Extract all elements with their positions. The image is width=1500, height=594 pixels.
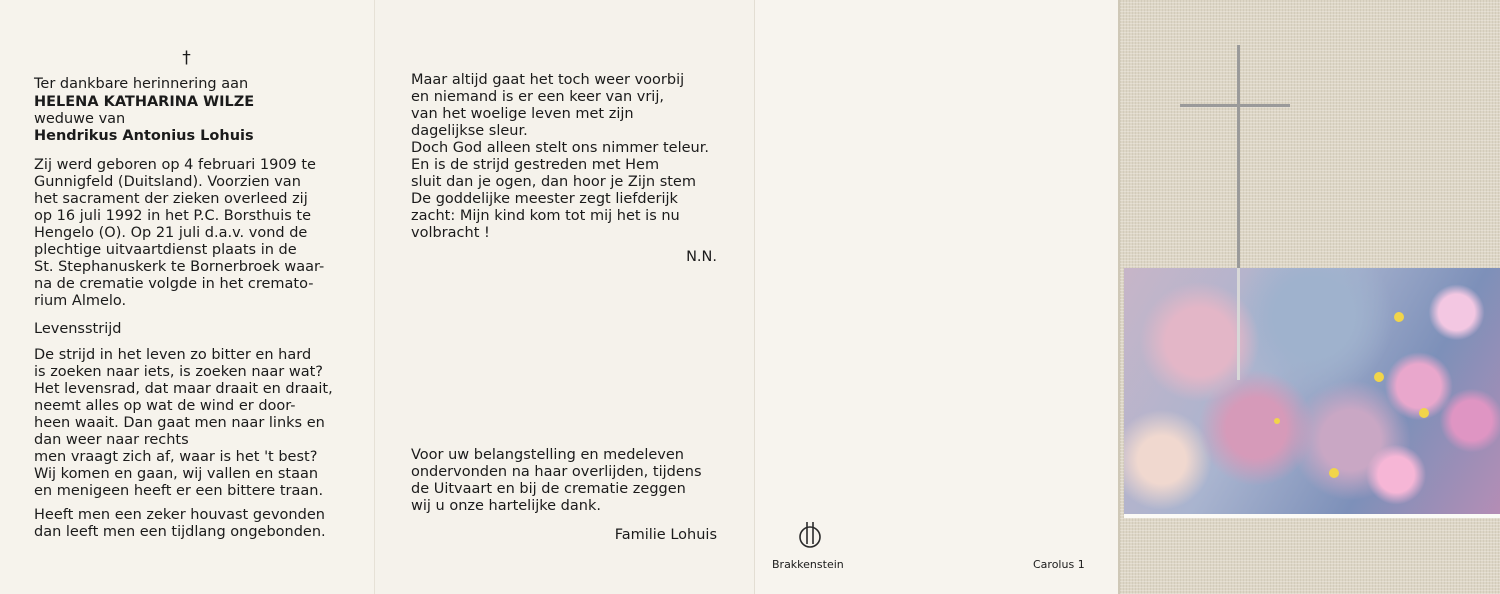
cross-symbol: †	[182, 48, 191, 68]
verse-line: van het woelige leven met zijn	[411, 106, 634, 122]
thanks-line: ondervonden na haar overlijden, tijdens	[411, 464, 702, 480]
bio-line: rium Almelo.	[34, 293, 127, 309]
cross-over-photo	[1237, 268, 1240, 380]
publisher-name: Brakkenstein	[772, 558, 844, 571]
poem	[34, 347, 339, 500]
bio-line: St. Stephanuskerk te Bornerbroek waar-	[34, 259, 325, 275]
verse-line: De goddelijke meester zegt liefderijk	[411, 191, 678, 207]
flower-photo	[1124, 268, 1500, 514]
back-panel	[754, 0, 1119, 594]
closing-line: dan leeft men een tijdlang ongebonden.	[34, 524, 326, 540]
header-block	[34, 48, 339, 145]
poem-line: Het levensrad, dat maar draait en draait,	[34, 381, 333, 397]
bio-line: Zij werd geboren op 4 februari 1909 te	[34, 157, 316, 173]
poem-title: Levensstrijd	[34, 321, 122, 337]
verse-line: sluit dan je ogen, dan hoor je Zijn stem	[411, 174, 696, 190]
widow-of-text: weduwe van	[34, 111, 126, 127]
bio-line: Gunnigfeld (Duitsland). Voorzien van	[34, 174, 301, 190]
poem-line: Wij komen en gaan, wij vallen en staan	[34, 466, 319, 482]
biography	[34, 157, 339, 310]
cover-panel	[1118, 0, 1500, 594]
thanks-line: wij u onze hartelijke dank.	[411, 498, 601, 514]
bio-line: na de crematie volgde in het cremato-	[34, 276, 314, 292]
spouse-name: Hendrikus Antonius Lohuis	[34, 128, 254, 144]
closing-line: Heeft men een zeker houvast gevonden	[34, 507, 325, 523]
poem-line: neemt alles op wat de wind er door-	[34, 398, 296, 414]
series-label: Carolus 1	[1033, 558, 1085, 571]
poem-line: en menigeen heeft er een bittere traan.	[34, 483, 324, 499]
verse-line: Maar altijd gaat het toch weer voorbij	[411, 72, 685, 88]
bio-line: plechtige uitvaartdienst plaats in de	[34, 242, 297, 258]
verse-line: dagelijkse sleur.	[411, 123, 528, 139]
closing-lines	[34, 507, 339, 541]
publisher-logo-icon	[795, 520, 825, 550]
signature: Familie Lohuis	[614, 527, 717, 543]
poem-line: heen waait. Dan gaat men naar links en	[34, 415, 325, 431]
thanks-line: de Uitvaart en bij de crematie zeggen	[411, 481, 686, 497]
photo-border	[1124, 514, 1500, 518]
left-panel	[0, 0, 374, 594]
bio-line: Hengelo (O). Op 21 juli d.a.v. vond de	[34, 225, 308, 241]
thanks-line: Voor uw belangstelling en medeleven	[411, 447, 684, 463]
verse-author: N.N.	[686, 249, 717, 265]
middle-panel	[374, 0, 755, 594]
deceased-name: HELENA KATHARINA WILZE	[34, 94, 255, 110]
verse-line: zacht: Mijn kind kom tot mij het is nu	[411, 208, 680, 224]
verse-line: En is de strijd gestreden met Hem	[411, 157, 660, 173]
bio-line: het sacrament der zieken overleed zij	[34, 191, 308, 207]
cross-horizontal-bar	[1180, 104, 1290, 107]
poem-line: dan weer naar rechts	[34, 432, 189, 448]
poem-line: De strijd in het leven zo bitter en hard	[34, 347, 312, 363]
thanks	[411, 447, 717, 515]
intro-text: Ter dankbare herinnering aan	[34, 76, 249, 92]
poem-line: men vraagt zich af, waar is het 't best?	[34, 449, 318, 465]
bio-line: op 16 juli 1992 in het P.C. Borsthuis te	[34, 208, 312, 224]
verse-line: volbracht !	[411, 225, 490, 241]
poem-line: is zoeken naar iets, is zoeken naar wat?	[34, 364, 323, 380]
verse-line: en niemand is er een keer van vrij,	[411, 89, 664, 105]
verse-line: Doch God alleen stelt ons nimmer teleur.	[411, 140, 709, 156]
verse	[411, 72, 717, 242]
